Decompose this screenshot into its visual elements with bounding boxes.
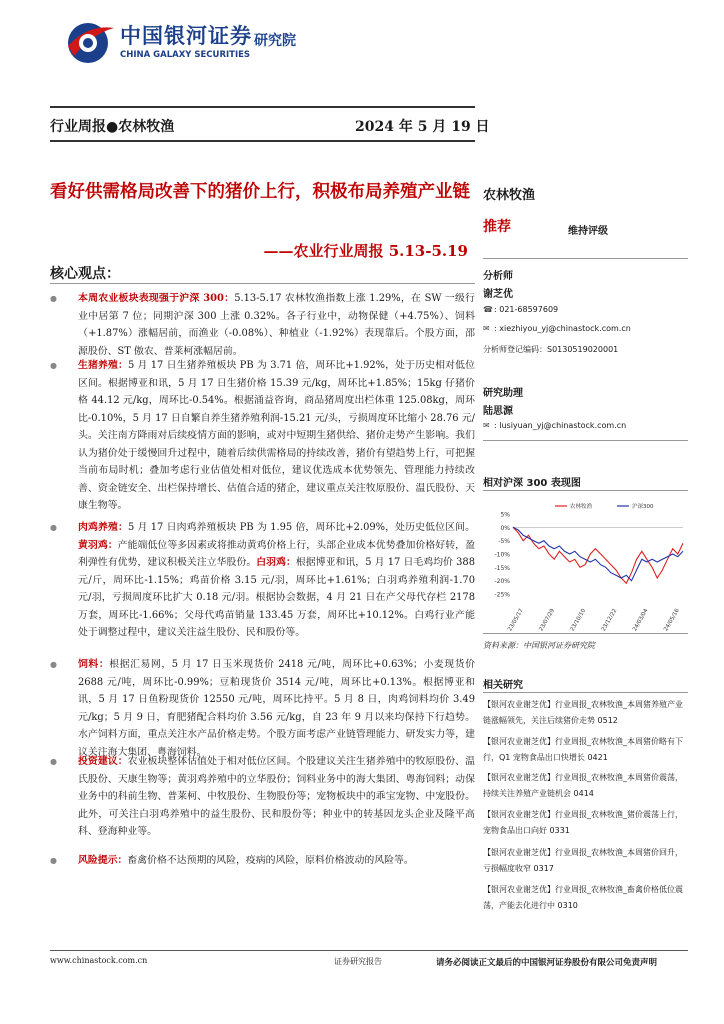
- bullet-subhead: 白羽鸡：: [256, 557, 296, 568]
- email-icon: ✉: [483, 421, 490, 430]
- analyst-registration: 分析师登记编码：S0130519020001: [483, 345, 619, 354]
- brand-name: 中国银河证券: [120, 24, 252, 48]
- analyst-phone: 021-68597609: [499, 305, 559, 314]
- y-tick-label: -20%: [494, 578, 510, 586]
- x-tick-label: 23/07/29: [538, 608, 556, 632]
- related-item[interactable]: 【银河农业谢芝优】行业周报_农林牧渔_畜禽价格低位震荡，产能去化进行中 0310: [483, 885, 683, 910]
- y-tick-label: -25%: [494, 591, 510, 599]
- y-tick-label: -5%: [498, 538, 510, 546]
- bullet-head: 投资建议：: [78, 756, 128, 767]
- rating: 推荐: [483, 219, 511, 235]
- bullet-text: 农业板块整体估值处于相对低位区间。个股建议关注生猪养殖中的牧原股份、温氏股份、天康生物等；黄羽鸡养殖中的立华股份；饲料业务中的海大集团、粤海饲料；动保业务中的科前生物、普莱柯、中牧股份、生物股份等；宠物板块中的乖宝宠物、中宠股份。此外，可关注白羽鸡养殖中的益生股份、民和股份等；种业中的转基因龙头企业及隆平高科、登海种业等。: [78, 756, 475, 837]
- related-item[interactable]: 【银河农业谢芝优】行业周报_农林牧渔_本周猪价震荡，持续关注养殖产业链机会 0414: [483, 773, 683, 798]
- bullet-text: 5 月 17 日肉鸡养殖板块 PB 为 1.95 倍，周环比+2.09%，处历史低位区间。: [127, 522, 475, 533]
- chart-source: 资料来源：中国银河证券研究院: [483, 641, 595, 650]
- related-item[interactable]: 【银河农业谢芝优】行业周报_农林牧渔_本周猪价略有下行，Q1 宠物食品出口快增长 0421: [483, 737, 683, 762]
- y-tick-label: -15%: [494, 564, 510, 572]
- divider: [483, 633, 688, 634]
- assistant-email[interactable]: lusiyuan_yj@chinastock.com.cn: [499, 421, 627, 430]
- series-line-1: [513, 527, 683, 583]
- analyst-name: 谢芝优: [483, 289, 513, 300]
- phone-icon: ☎: [483, 305, 493, 314]
- related-item[interactable]: 【银河农业谢芝优】行业周报_农林牧渔_猪价震荡上行，宠物食品出口向好 0331: [483, 810, 683, 835]
- bullet-item: [50, 656, 475, 761]
- bullet-item: [50, 290, 475, 360]
- divider: [483, 440, 688, 441]
- x-tick-label: 23/12/22: [600, 608, 619, 632]
- page-title: 看好供需格局改善下的猪价上行，积极布局养殖产业链: [50, 182, 470, 202]
- bullet-text: 畜禽价格不达预期的风险，疫病的风险，原料价格波动的风险等。: [127, 855, 414, 866]
- assistant-heading: 研究助理: [483, 388, 523, 399]
- bullet-head: 风险提示：: [78, 855, 128, 866]
- bullet-icon: ●: [50, 523, 57, 532]
- analyst-phone-row: ☎: 021-68597609: [483, 305, 559, 314]
- bullet-head: 饲料：: [78, 659, 110, 670]
- footer-rule: [50, 950, 688, 951]
- header-rule: [50, 106, 475, 108]
- bullet-icon: ●: [50, 294, 57, 303]
- x-tick-label: 23/05/17: [507, 608, 525, 632]
- bullet-text: 根据汇易网，5 月 17 日玉米现货价 2418 元/吨，周环比+0.63%；小麦现货价 2688 元/吨，周环比-0.99%；豆粕现货价 3514 元/吨，周环比+0.13%。根据博亚和讯，5 月 17 日鱼粉现货价 12550 元/吨，周环比持平。5 月 8 日，肉鸡饲料均价 3.49 元/kg；5 月 9 日，育肥猪配合料均价 3.56 元/kg，自 23 年 9 月以来均保持下行趋势。水产饲料方面，重点关注水产品价格走势。个股方面考虑产业链管理能力、研发实力等，建议关注海大集团、粤海饲料。: [78, 659, 475, 758]
- core-heading: 核心观点：: [50, 266, 120, 282]
- y-tick-label: 5%: [500, 511, 510, 519]
- galaxy-logo-icon: [62, 16, 118, 66]
- report-type: 行业周报●农林牧渔: [50, 119, 175, 135]
- x-tick-label: 24/05/16: [663, 608, 681, 632]
- report-date: 2024 年 5 月 19 日: [355, 119, 490, 135]
- bullet-icon: ●: [50, 757, 57, 766]
- rating-note: 维持评级: [568, 226, 608, 237]
- legend-label: 沪深300: [632, 504, 654, 510]
- divider: [483, 258, 688, 259]
- y-tick-label: 0%: [500, 524, 510, 532]
- bullet-text: 5 月 17 日生猪养殖板块 PB 为 3.71 倍，周环比+1.92%，处于历史相对低位区间。根据博亚和讯，5 月 17 日生猪价格 15.39 元/kg，周环比+1.85%；15kg 仔猪价格 44.12 元/kg，周环比-0.54%。根据涌益咨询，商品猪周度出栏体重 125.08kg，周环比-0.10%，5 月 17 日自繁自养生猪养殖利润-15.21 元/头，亏损周度环比缩小 28.76 元/头。关注南方降雨对后续疫情方面的影响，或对中短期生猪供给、猪价走势产生影响。我们认为猪价处于缓慢回升过程中，随着后续供需格局的持续改善，猪价有望趋势上行，可把握当前布局时机；叠加考虑行业估值处相对低位，建议优选成本优势领先、管理能力持续改善、资金链安全、出栏保持增长、估值合适的猪企，建议重点关注牧原股份、温氏股份、天康生物等。: [78, 360, 475, 511]
- x-tick-label: 23/10/10: [569, 608, 588, 632]
- relative-performance-chart: [483, 500, 688, 632]
- email-icon: ✉: [483, 324, 490, 333]
- header-rule: [50, 140, 475, 142]
- divider: [50, 283, 475, 284]
- legend-label: 农林牧渔: [570, 504, 593, 510]
- related-heading: 相关研究: [483, 680, 523, 691]
- bullet-icon: ●: [50, 660, 57, 669]
- page-subtitle: ——农业行业周报 5.13-5.19: [263, 242, 468, 260]
- divider: [483, 490, 688, 491]
- analyst-heading: 分析师: [483, 271, 513, 282]
- assistant-name: 陆思源: [483, 406, 513, 417]
- related-item[interactable]: 【银河农业谢芝优】行业周报_农林牧渔_本周猪价回升，亏损幅度收窄 0317: [483, 848, 683, 873]
- footer-disclaimer: 请务必阅读正文最后的中国银河证券股份有限公司免责声明: [436, 958, 658, 968]
- x-tick-label: 24/03/04: [631, 608, 650, 632]
- brand-name-en: CHINA GALAXY SECURITIES: [120, 50, 251, 60]
- sector-name: 农林牧渔: [483, 188, 536, 203]
- chart-heading: 相对沪深 300 表现图: [483, 478, 581, 489]
- related-item[interactable]: 【银河农业谢芝优】行业周报_农林牧渔_本周猪养殖产业链涨幅领先，关注后续猪价走势 0512: [483, 700, 683, 725]
- bullet-head: 生猪养殖：: [78, 360, 128, 371]
- bullet-text: 产能端低位等多因素或将推动黄鸡价格上行，头部企业成本优势叠加价格好转，盈利弹性有优势，建议积极关注立华股份。: [78, 539, 475, 568]
- analyst-email-row: ✉ : xiezhiyou_yj@chinastock.com.cn: [483, 324, 631, 333]
- footer-url[interactable]: www.chinastock.com.cn: [50, 956, 148, 965]
- assistant-email-row: ✉ : lusiyuan_yj@chinastock.com.cn: [483, 421, 627, 430]
- bullet-item: [50, 519, 475, 642]
- bullet-subhead: 黄羽鸡：: [78, 539, 118, 551]
- institute-label: 研究院: [254, 33, 296, 49]
- bullet-icon: ●: [50, 361, 57, 370]
- footer-center: 证券研究报告: [334, 957, 382, 966]
- y-tick-label: -10%: [494, 551, 510, 559]
- bullet-item: [50, 357, 475, 515]
- bullet-text: 5.13-5.17 农林牧渔指数上涨 1.29%，在 SW 一级行业中居第 7 位；同期沪深 300 上涨 0.32%。各子行业中，动物保健（+4.75%）、饲料（+1.87%）涨幅居前，而渔业（-0.08%）、种植业（-1.92%）表现靠后。个股方面，邵源股份、ST 傲农、普莱柯涨幅居前。: [78, 293, 475, 357]
- bullet-icon: ●: [50, 856, 57, 865]
- divider: [483, 692, 688, 693]
- bullet-text: 根据博亚和讯，5 月 17 日毛鸡均价 388 元/斤，周环比-1.15%；鸡苗价格 3.15 元/羽，周环比+1.61%；白羽鸡养殖利润-1.70 元/羽，亏损周度环比扩大 0.18 元/羽。根据协会数据，4 月 21 日在产父母代存栏 2178 万套，周环比-1.66%；父母代鸡苗销量 133.45 万套，周环比+10.12%。白鸡行业产能处于调整过程中，建议关注益生股份、民和股份等。: [78, 557, 475, 638]
- bullet-item: [50, 753, 475, 841]
- series-line-2: [513, 527, 683, 580]
- bullet-head: 肉鸡养殖：: [78, 522, 128, 533]
- bullet-head: 本周农业板块表现强于沪深 300：: [78, 293, 235, 304]
- bullet-item: [50, 852, 475, 870]
- analyst-email[interactable]: xiezhiyou_yj@chinastock.com.cn: [499, 324, 631, 333]
